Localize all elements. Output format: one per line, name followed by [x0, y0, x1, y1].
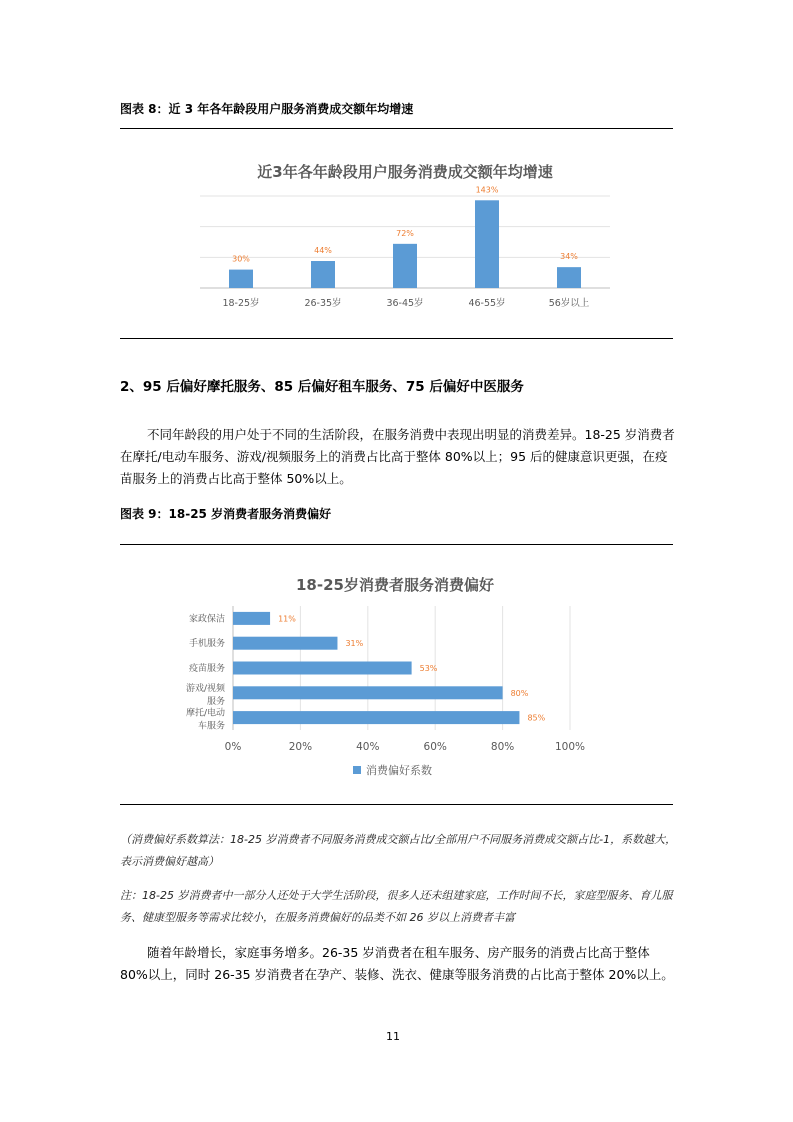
figure9-bottom-rule: [120, 804, 673, 805]
chart9-category-label: 疫苗服务: [188, 664, 225, 674]
section-heading: 2、95 后偏好摩托服务、85 后偏好租车服务、75 后偏好中医服务: [120, 379, 524, 395]
chart9-bar: [233, 662, 412, 675]
legend-label: 消费偏好系数: [366, 764, 432, 777]
chart9-value-label: 53%: [419, 664, 438, 673]
chart8-bar: [475, 200, 499, 288]
formula-note: （消费偏好系数算法：18-25 岁消费者不同服务消费成交额占比/全部用户不同服务消费成交额占比-1，系数越大，表示消费偏好越高）: [120, 833, 677, 868]
figure9-top-rule: [120, 544, 673, 545]
chart9-tick-label: 0%: [224, 741, 242, 753]
chart8-bar: [393, 244, 417, 288]
chart9-bar: [233, 612, 270, 625]
chart8-value-label: 72%: [396, 228, 414, 238]
chart8-value-label: 44%: [314, 246, 332, 256]
chart8-value-label: 143%: [475, 185, 499, 195]
figure8-caption: 图表 8：近 3 年各年龄段用户服务消费成交额年均增速: [120, 102, 414, 116]
chart8-bar: [229, 270, 253, 288]
page-number: 11: [386, 1030, 400, 1043]
chart8-bar: [311, 261, 335, 288]
chart9-tick-label: 80%: [490, 741, 515, 753]
chart9-category-label: 家政保洁: [188, 614, 225, 625]
chart8-category-label: 36-45岁: [386, 298, 424, 309]
chart9-value-label: 80%: [510, 688, 529, 698]
chart8-title: 近3年各年龄段用户服务消费成交额年均增速: [257, 163, 553, 181]
chart9-value-label: 11%: [278, 614, 296, 624]
closing-paragraph: 随着年龄增长，家庭事务增多。26-35 岁消费者在租车服务、房产服务的消费占比高于整体 80%以上，同时 26-35 岁消费者在孕产、装修、洗衣、健康等服务消费的占比高于整体 20%以上。: [120, 945, 674, 982]
chart8-category-label: 46-55岁: [468, 298, 506, 309]
chart9-value-label: 85%: [527, 713, 546, 723]
chart9-category-label: 手机服务: [188, 639, 225, 650]
legend-swatch: [353, 766, 361, 774]
figure8-chart: [185, 150, 625, 330]
footnote: 注：18-25 岁消费者中一部分人还处于大学生活阶段，很多人还未组建家庭，工作时间不长，家庭型服务、育儿服务、健康型服务等需求比较小，在服务消费偏好的品类不如 26 岁以上消费者丰富: [120, 889, 673, 924]
chart9-tick-label: 100%: [554, 741, 586, 753]
chart8-category-label: 56岁以上: [548, 298, 590, 309]
chart9-value-label: 31%: [345, 639, 364, 649]
chart8-value-label: 30%: [232, 254, 250, 264]
section-paragraph: 不同年龄段的用户处于不同的生活阶段，在服务消费中表现出明显的消费差异。18-25 岁消费者在摩托/电动车服务、游戏/视频服务上的消费占比高于整体 80%以上；95 后的健康意识更强，在疫苗服务上的消费占比高于整体 50%以上。: [120, 427, 675, 486]
chart8-category-label: 18-25岁: [222, 298, 260, 309]
chart9-category-label: 摩托/电动车服务: [185, 708, 225, 732]
figure8-bottom-rule: [120, 338, 673, 339]
chart9-bar: [233, 637, 337, 650]
chart9-title: 18-25岁消费者服务消费偏好: [296, 576, 494, 594]
chart9-bar: [233, 711, 519, 724]
figure9-caption: 图表 9：18-25 岁消费者服务消费偏好: [120, 507, 332, 521]
chart9-tick-label: 40%: [356, 741, 380, 753]
figure8-top-rule: [120, 128, 673, 129]
chart9-category-label: 游戏/视频服务: [185, 683, 225, 707]
chart8-bar: [557, 267, 581, 288]
chart9-tick-label: 20%: [288, 741, 313, 753]
chart9-bar: [233, 686, 503, 699]
chart9-tick-label: 60%: [423, 741, 447, 753]
chart8-value-label: 34%: [560, 252, 578, 262]
chart8-category-label: 26-35岁: [304, 298, 342, 309]
figure9-chart: [170, 568, 610, 788]
